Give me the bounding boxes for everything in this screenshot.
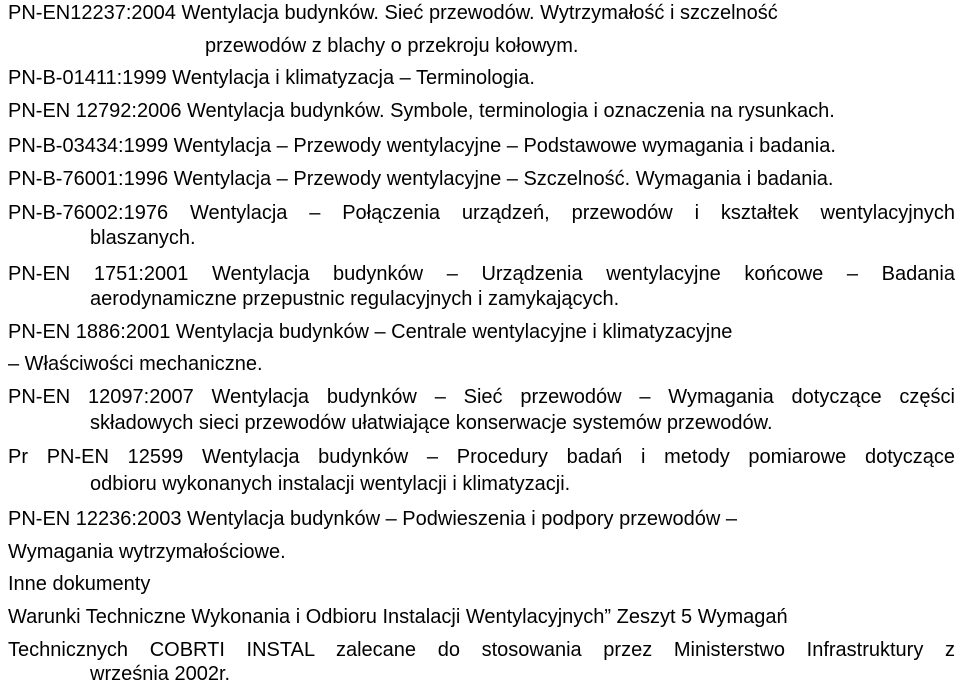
std-line-14: składowych sieci przewodów ułatwiające konserwacje systemów przewodów. bbox=[90, 412, 773, 434]
std-line-18: Wymagania wytrzymałościowe. bbox=[8, 541, 286, 563]
std-line-13: PN-EN 12097:2007 Wentylacja budynków – Sieć przewodów – Wymagania dotyczące części bbox=[8, 386, 955, 408]
std-line-3: PN-B-01411:1999 Wentylacja i klimatyzacja – Terminologia. bbox=[8, 67, 535, 89]
std-line-16: odbioru wykonanych instalacji wentylacji i klimatyzacji. bbox=[90, 473, 571, 495]
section-heading-other-documents: Inne dokumenty bbox=[8, 573, 151, 595]
std-line-9: PN-EN 1751:2001 Wentylacja budynków – Urządzenia wentylacyjne końcowe – Badania bbox=[8, 263, 955, 285]
std-line-17: PN-EN 12236:2003 Wentylacja budynków – Podwieszenia i podpory przewodów – bbox=[8, 508, 737, 530]
std-line-20: Warunki Techniczne Wykonania i Odbioru Instalacji Wentylacyjnych” Zeszyt 5 Wymagań bbox=[8, 606, 788, 628]
std-line-2: przewodów z blachy o przekroju kołowym. bbox=[205, 35, 579, 57]
std-line-5: PN-B-03434:1999 Wentylacja – Przewody wentylacyjne – Podstawowe wymagania i badania. bbox=[8, 135, 836, 157]
std-line-22: września 2002r. bbox=[90, 663, 231, 685]
std-line-7: PN-B-76002:1976 Wentylacja – Połączenia urządzeń, przewodów i kształtek wentylacyjnych bbox=[8, 202, 955, 224]
std-line-4: PN-EN 12792:2006 Wentylacja budynków. Symbole, terminologia i oznaczenia na rysunkach. bbox=[8, 100, 835, 122]
std-line-1: PN-EN12237:2004 Wentylacja budynków. Sieć przewodów. Wytrzymałość i szczelność bbox=[8, 2, 778, 24]
std-line-21: Technicznych COBRTI INSTAL zalecane do stosowania przez Ministerstwo Infrastruktury z bbox=[8, 639, 955, 661]
std-line-11: PN-EN 1886:2001 Wentylacja budynków – Centrale wentylacyjne i klimatyzacyjne bbox=[8, 321, 733, 343]
std-line-8: blaszanych. bbox=[90, 227, 196, 249]
std-line-15: Pr PN-EN 12599 Wentylacja budynków – Procedury badań i metody pomiarowe dotyczące bbox=[8, 446, 955, 468]
std-line-10: aerodynamiczne przepustnic regulacyjnych i zamykających. bbox=[90, 288, 620, 310]
std-line-12: – Właściwości mechaniczne. bbox=[8, 353, 263, 375]
std-line-6: PN-B-76001:1996 Wentylacja – Przewody wentylacyjne – Szczelność. Wymagania i badania. bbox=[8, 168, 834, 190]
